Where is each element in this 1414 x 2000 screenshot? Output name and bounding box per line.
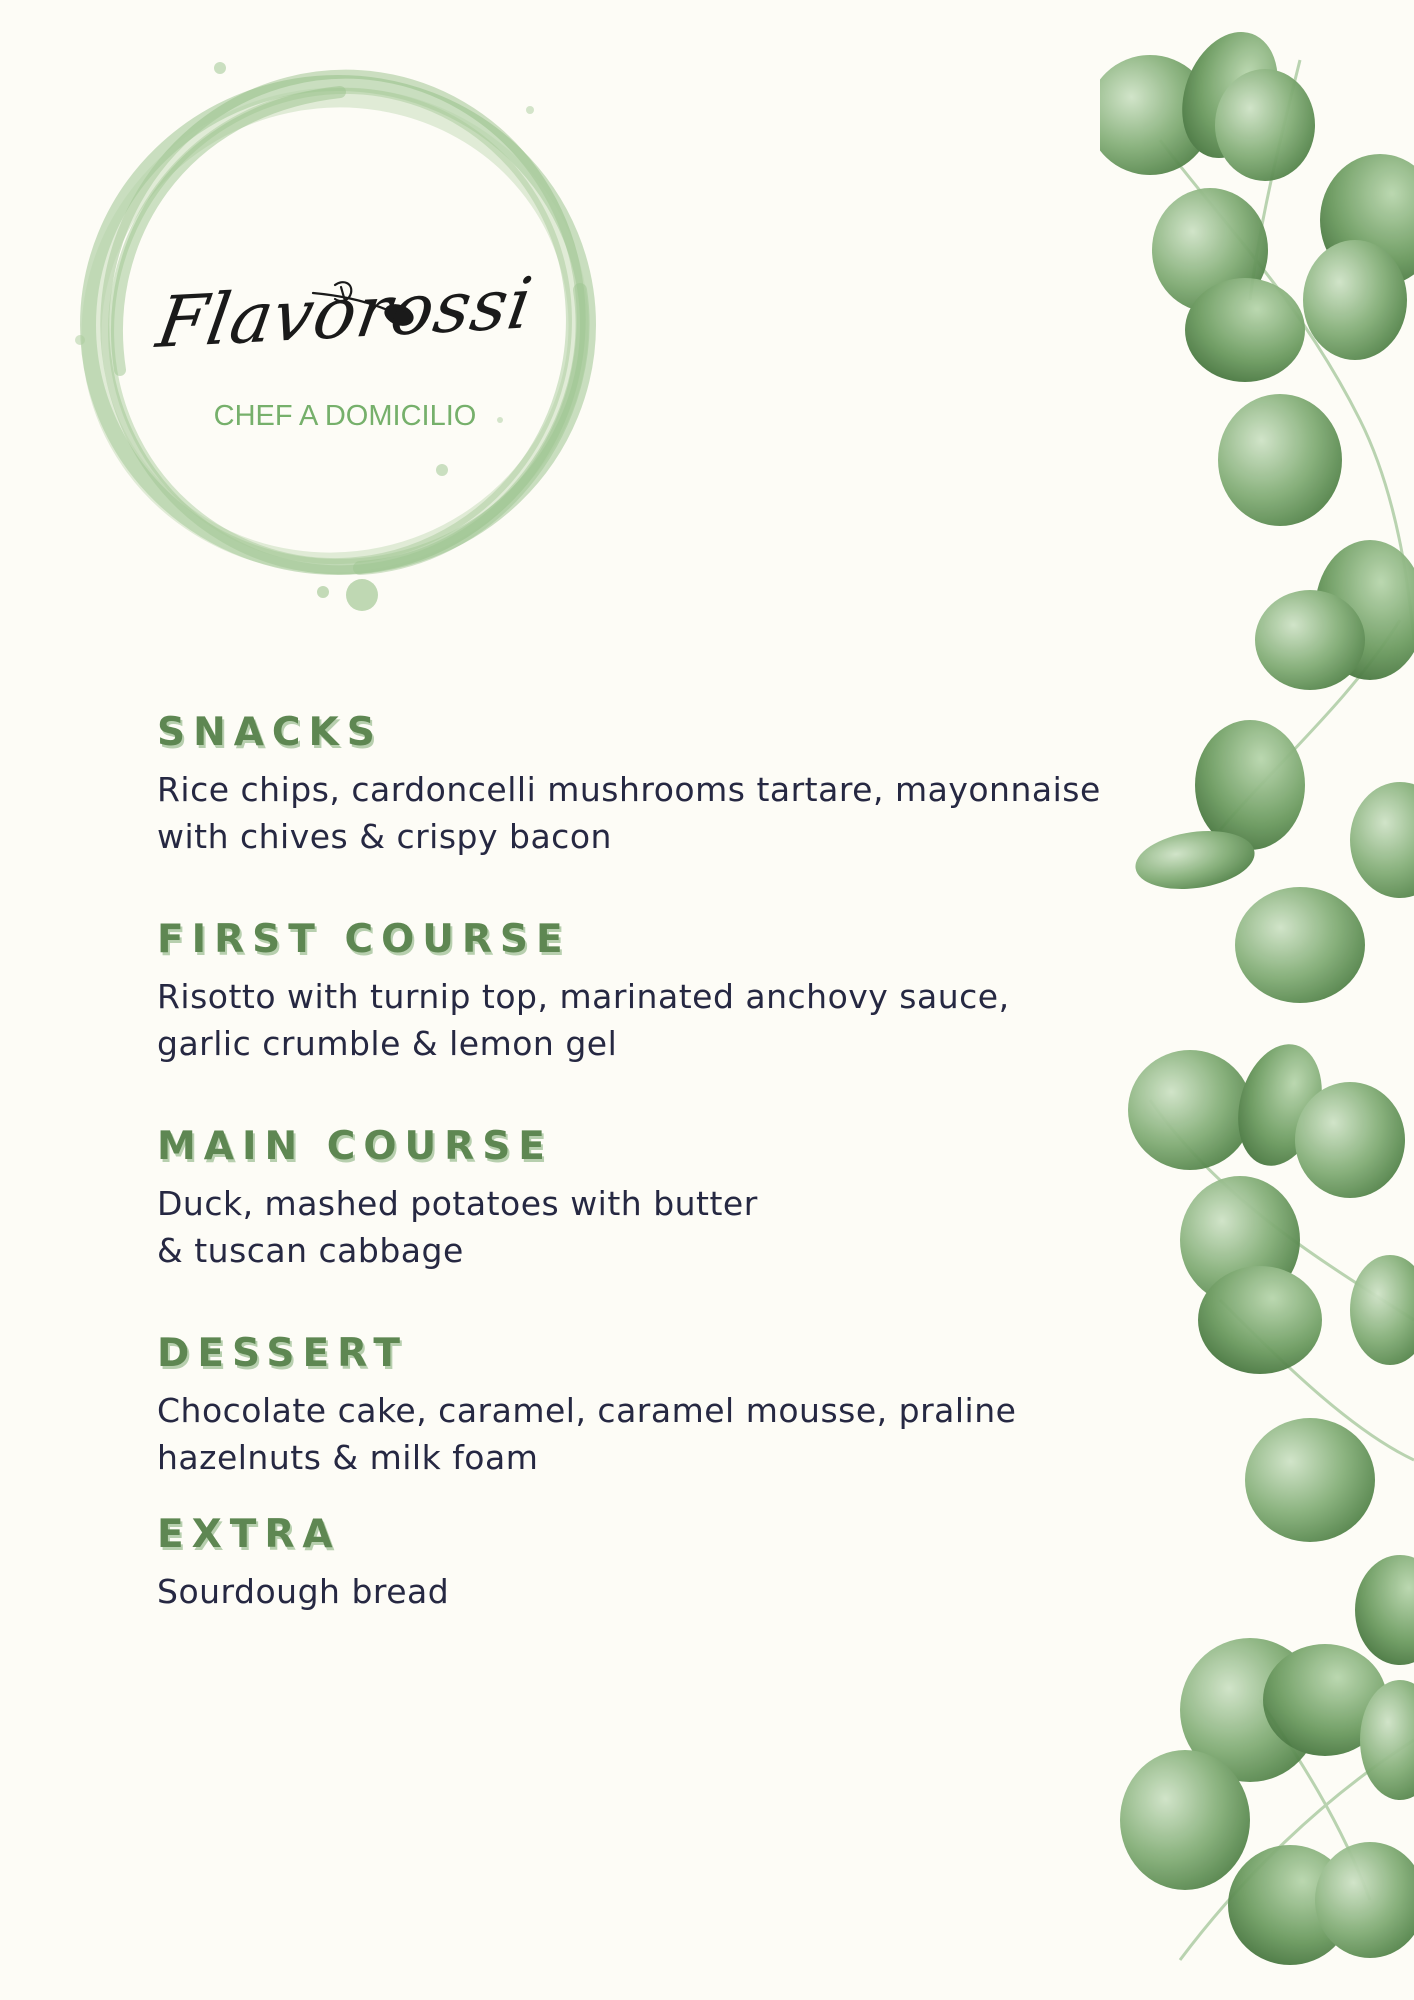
description-line: hazelnuts & milk foam bbox=[157, 1438, 539, 1477]
section-description bbox=[157, 766, 1207, 860]
section-description bbox=[157, 1180, 1207, 1274]
menu-section-dessert bbox=[157, 1331, 1207, 1481]
section-title: SNACKS bbox=[157, 710, 383, 755]
logo bbox=[60, 40, 620, 620]
menu-section-snacks bbox=[157, 710, 1207, 860]
menu-section-extra bbox=[157, 1512, 1207, 1615]
section-description bbox=[157, 1568, 1207, 1615]
section-title: MAIN COURSE bbox=[157, 1124, 553, 1169]
brand-subtitle: CHEF A DOMICILIO bbox=[213, 400, 477, 432]
eucalyptus-leaves-icon bbox=[1100, 0, 1414, 2000]
description-line: Risotto with turnip top, marinated anchovy sauce, bbox=[157, 977, 1010, 1016]
description-line: Chocolate cake, caramel, caramel mousse, praline bbox=[157, 1391, 1017, 1430]
description-line: Sourdough bread bbox=[157, 1572, 450, 1611]
menu-section-main-course bbox=[157, 1124, 1207, 1274]
section-description bbox=[157, 1387, 1207, 1481]
menu-section-first-course bbox=[157, 917, 1207, 1067]
description-line: Rice chips, cardoncelli mushrooms tartare, mayonnaise bbox=[157, 770, 1101, 809]
section-title: EXTRA bbox=[157, 1512, 341, 1557]
description-line: Duck, mashed potatoes with butter bbox=[157, 1184, 758, 1223]
section-title: DESSERT bbox=[157, 1331, 408, 1376]
description-line: & tuscan cabbage bbox=[157, 1231, 464, 1270]
description-line: with chives & crispy bacon bbox=[157, 817, 612, 856]
description-line: garlic crumble & lemon gel bbox=[157, 1024, 618, 1063]
section-title: FIRST COURSE bbox=[157, 917, 571, 962]
brand-name: Flavorossi bbox=[151, 261, 539, 365]
section-description bbox=[157, 973, 1207, 1067]
